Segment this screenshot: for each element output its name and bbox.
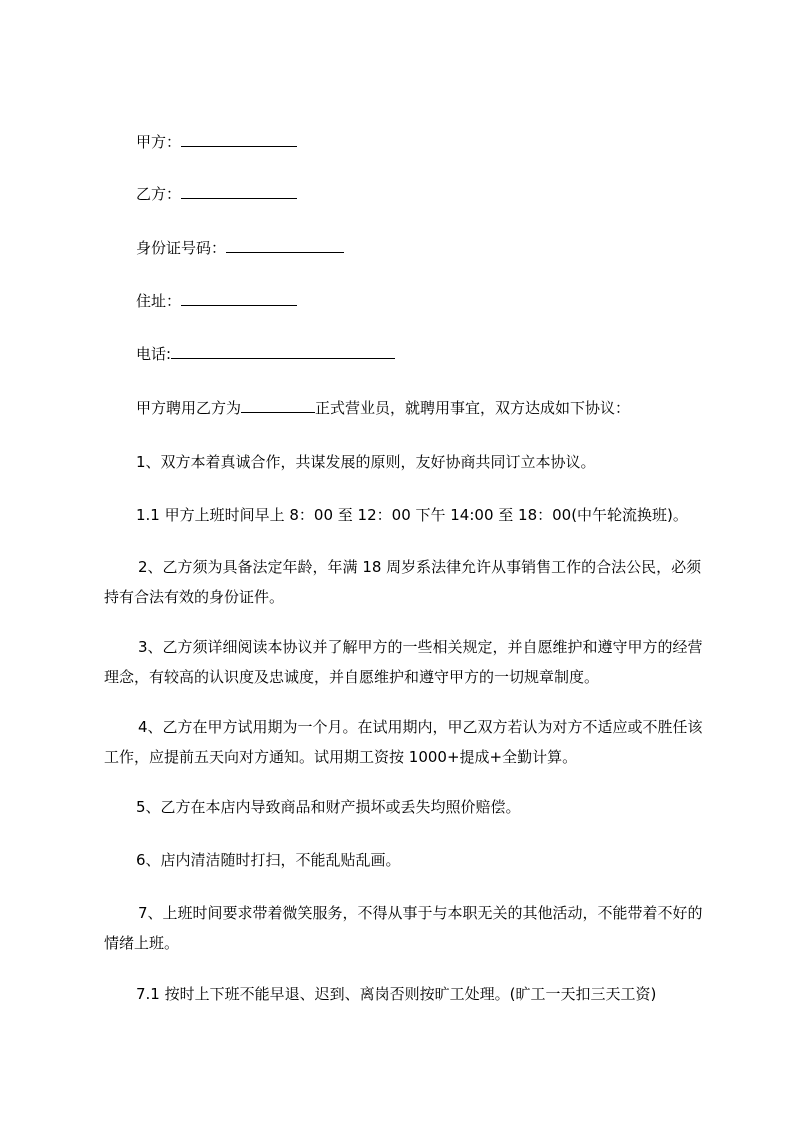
party-a-blank [181,132,297,147]
address-field [136,291,297,311]
clause-5: 5、乙方在本店内导致商品和财产损坏或丢失均照价赔偿。 [136,798,521,816]
clause-1-1: 1.1 甲方上班时间早上 8：00 至 12：00 下午 14:00 至 18：00(中午轮流换班)。 [136,506,688,524]
id-number-field [136,238,344,258]
party-a-label: 甲方： [136,133,182,151]
intro-before: 甲方聘用乙方为 [136,399,242,417]
party-b-field [136,184,297,204]
clause-4: 4、乙方在甲方试用期为一个月。在试用期内，甲乙双方若认为对方不适应或不胜任该工作，应提前五天向对方通知。试用期工资按 1000+提成+全勤计算。 [104,718,703,766]
clause-7: 7、上班时间要求带着微笑服务，不得从事于与本职无关的其他活动，不能带着不好的情绪上班。 [104,904,703,952]
address-label: 住址： [136,292,182,310]
id-number-blank [226,238,344,253]
clause-6: 6、店内清洁随时打扫，不能乱贴乱画。 [136,851,401,869]
party-b-label: 乙方： [136,185,182,203]
phone-label: 电话: [136,345,172,363]
intro-after: 正式营业员，就聘用事宜，双方达成如下协议： [315,399,631,417]
phone-blank [171,344,395,359]
address-blank [181,291,297,306]
position-blank [241,398,315,413]
id-number-label: 身份证号码： [136,239,227,257]
intro-paragraph [136,398,630,418]
clause-2: 2、乙方须为具备法定年龄，年满 18 周岁系法律允许从事销售工作的合法公民，必须持有合法有效的身份证件。 [104,558,702,606]
phone-field [136,344,395,364]
clause-7-1: 7.1 按时上下班不能早退、迟到、离岗否则按旷工处理。(旷工一天扣三天工资) [136,985,657,1003]
clause-1: 1、双方本着真诚合作，共谋发展的原则，友好协商共同订立本协议。 [136,453,596,471]
party-a-field [136,132,297,152]
party-b-blank [181,184,297,199]
clause-3: 3、乙方须详细阅读本协议并了解甲方的一些相关规定，并自愿维护和遵守甲方的经营理念，有较高的认识度及忠诚度，并自愿维护和遵守甲方的一切规章制度。 [104,638,703,686]
